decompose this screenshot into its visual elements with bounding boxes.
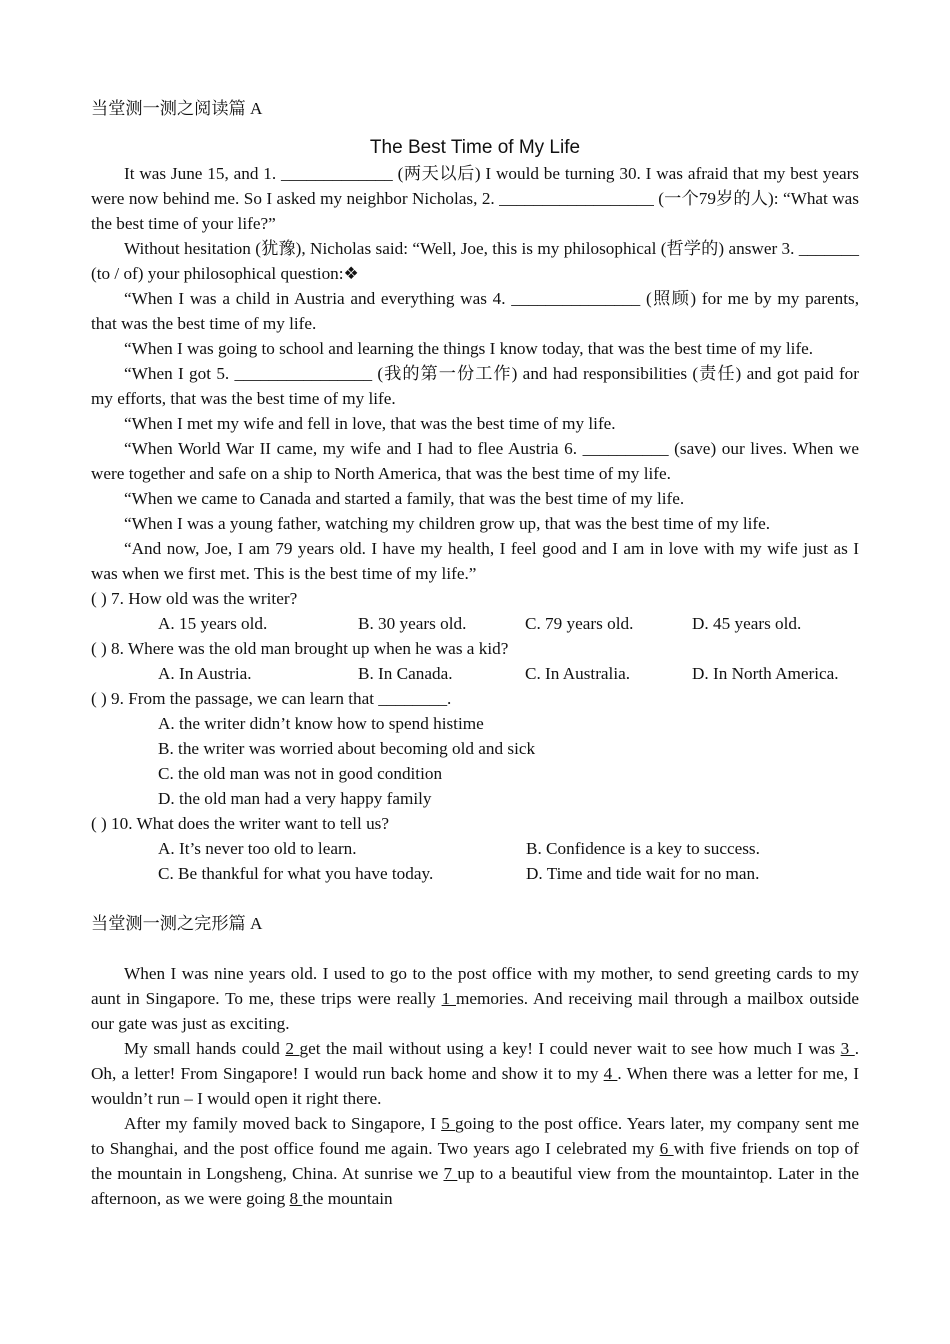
option-b: B. the writer was worried about becoming old and sick bbox=[158, 739, 536, 758]
option-d: D. 45 years old. bbox=[692, 614, 802, 633]
question-10-options-row-1 bbox=[158, 836, 859, 861]
option-c: C. In Australia. bbox=[525, 664, 631, 683]
question-7-stem: ( ) 7. How old was the writer? bbox=[91, 589, 298, 608]
option-a: A. In Austria. bbox=[158, 664, 252, 683]
question-9-stem: ( ) 9. From the passage, we can learn that ________. bbox=[91, 689, 452, 708]
option-c: C. the old man was not in good condition bbox=[158, 764, 443, 783]
cloze-text: the mountain bbox=[302, 1189, 393, 1208]
blank-7: 7 bbox=[443, 1164, 458, 1183]
question-8-options bbox=[158, 661, 859, 686]
blank-3: 3 bbox=[840, 1039, 855, 1058]
blank-6: 6 bbox=[659, 1139, 674, 1158]
reading-paragraph: “When I met my wife and fell in love, that was the best time of my life. bbox=[124, 414, 616, 433]
reading-paragraph: “When I was a young father, watching my children grow up, that was the best time of my life. bbox=[124, 514, 771, 533]
reading-paragraph: “When I got 5. ________________ (我的第一份工作) and had responsibilities (责任) and got paid for my efforts, that was the best time of my life. bbox=[91, 364, 859, 408]
cloze-text: with five friends on top of the mountain in Longsheng, China. At sunrise we bbox=[91, 1139, 859, 1183]
option-d: D. the old man had a very happy family bbox=[158, 789, 432, 808]
cloze-text: My small hands could bbox=[124, 1039, 286, 1058]
cloze-paragraph bbox=[91, 1111, 859, 1211]
option-b: B. 30 years old. bbox=[358, 614, 467, 633]
spacer bbox=[91, 936, 859, 961]
option-b: B. Confidence is a key to success. bbox=[526, 839, 760, 858]
reading-paragraph: It was June 15, and 1. _____________ (两天以后) I would be turning 30. I was afraid that my best years were now behind me. So I asked my neighbor Nicholas, 2. __________________ (一个79岁的人): “What was the best time of your life?” bbox=[91, 164, 859, 233]
reading-paragraph: “When we came to Canada and started a family, that was the best time of my life. bbox=[124, 489, 685, 508]
reading-paragraph: “And now, Joe, I am 79 years old. I have my health, I feel good and I am in love with my wife just as I was when we first met. This is the best time of my life.” bbox=[91, 539, 859, 583]
cloze-text: get the mail without using a key! I could never wait to see how much I was bbox=[299, 1039, 841, 1058]
cloze-text: up to a beautiful view from the mountaintop. Later in the afternoon, as we were going bbox=[91, 1164, 859, 1208]
reading-paragraph: “When World War II came, my wife and I had to flee Austria 6. __________ (save) our lives. When we were together and safe on a ship to North America, that was the best time of my life. bbox=[91, 439, 859, 483]
reading-paragraph: “When I was going to school and learning the things I know today, that was the best time of my life. bbox=[124, 339, 814, 358]
cloze-text: memories. And receiving mail through a mailbox outside our gate was just as exciting. bbox=[91, 989, 860, 1033]
cloze-paragraph bbox=[91, 961, 859, 1036]
option-d: D. Time and tide wait for no man. bbox=[526, 864, 760, 883]
spacer bbox=[91, 886, 859, 911]
option-a: A. the writer didn’t know how to spend histime bbox=[158, 714, 484, 733]
option-b: B. In Canada. bbox=[358, 664, 453, 683]
question-7-options bbox=[158, 611, 859, 636]
reading-paragraph: Without hesitation (犹豫), Nicholas said: “Well, Joe, this is my philosophical (哲学的) answer 3. _______ (to / of) your philosophical question:❖ bbox=[91, 239, 859, 283]
cloze-text: . When there was a letter for me, I wouldn’t run – I would open it right there. bbox=[91, 1064, 859, 1108]
option-d: D. In North America. bbox=[692, 664, 839, 683]
question-10-stem: ( ) 10. What does the writer want to tell us? bbox=[91, 814, 389, 833]
cloze-section-heading: 当堂测一测之完形篇 A bbox=[91, 914, 263, 933]
option-a: A. It’s never too old to learn. bbox=[158, 839, 357, 858]
blank-8: 8 bbox=[289, 1189, 303, 1208]
blank-4: 4 bbox=[603, 1064, 618, 1083]
question-10-options-row-2 bbox=[158, 861, 859, 886]
cloze-text: After my family moved back to Singapore, I bbox=[124, 1114, 442, 1133]
worksheet-page bbox=[91, 96, 859, 1211]
cloze-text: . Oh, a letter! From Singapore! I would run back home and show it to my bbox=[91, 1039, 860, 1083]
cloze-text: When I was nine years old. I used to go to the post office with my mother, to send greeting cards to my aunt in Singapore. To me, these trips were really bbox=[91, 964, 859, 1008]
option-a: A. 15 years old. bbox=[158, 614, 268, 633]
blank-5: 5 bbox=[441, 1114, 456, 1133]
reading-paragraph: “When I was a child in Austria and everything was 4. _______________ (照顾) for me by my parents, that was the best time of my life. bbox=[91, 289, 859, 333]
question-8-stem: ( ) 8. Where was the old man brought up when he was a kid? bbox=[91, 639, 509, 658]
option-c: C. 79 years old. bbox=[525, 614, 634, 633]
option-c: C. Be thankful for what you have today. bbox=[158, 864, 434, 883]
blank-2: 2 bbox=[285, 1039, 300, 1058]
cloze-paragraph bbox=[91, 1036, 859, 1111]
blank-1: 1 bbox=[441, 989, 456, 1008]
reading-section-heading: 当堂测一测之阅读篇 A bbox=[91, 99, 263, 118]
cloze-text: going to the post office. Years later, my company sent me to Shanghai, and the post office found me again. Two years ago I celebrated my bbox=[91, 1114, 859, 1158]
passage-title: The Best Time of My Life bbox=[369, 137, 581, 158]
